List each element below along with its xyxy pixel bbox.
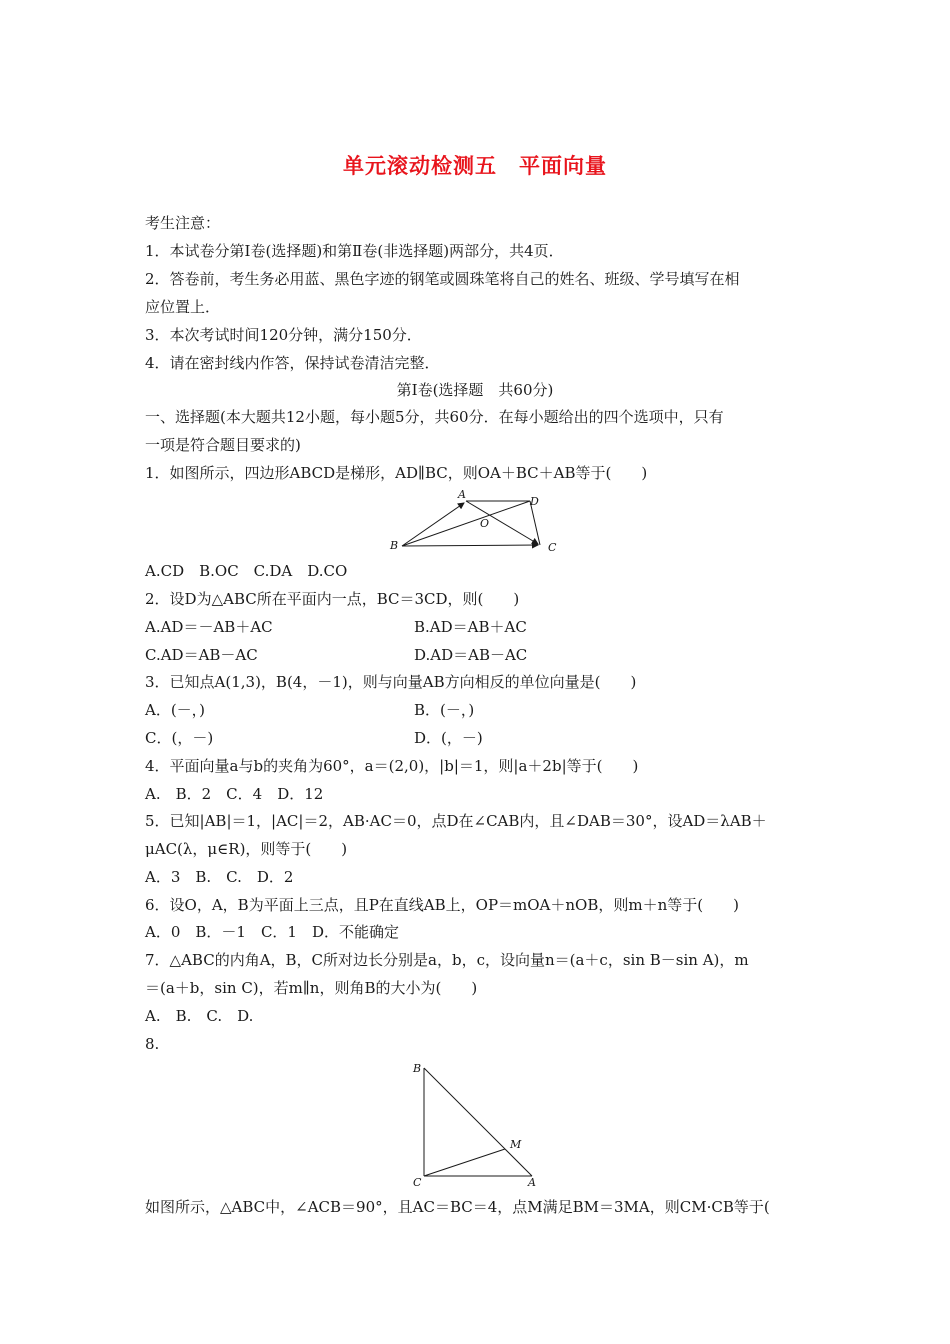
q1-options: A.CD B.OC C.DA D.CO bbox=[145, 562, 348, 580]
q4-stem: 4．平面向量a与b的夹角为60°，a＝(2,0)，|b|＝1，则|a＋2b|等于( ) bbox=[145, 757, 639, 775]
section-intro-2: 一项是符合题目要求的) bbox=[145, 436, 301, 454]
vector-ao bbox=[466, 501, 538, 544]
q7-stem-1: 7．△ABC的内角A，B，C所对边长分别是a，b，c，设向量n＝(a＋c，sin B－sin A)，m bbox=[145, 951, 749, 969]
q3-stem: 3．已知点A(1,3)，B(4，－1)，则与向量AB方向相反的单位向量是( ) bbox=[145, 673, 637, 691]
segment-cm bbox=[424, 1149, 505, 1176]
notice-item-2-cont: 应位置上． bbox=[145, 298, 221, 316]
q8-stem: 如图所示，△ABC中，∠ACB＝90°，且AC＝BC＝4，点M满足BM＝3MA，则CM·CB等于( bbox=[145, 1198, 770, 1216]
q5-stem-1: 5．已知|AB|＝1，|AC|＝2，AB·AC＝0，点D在∠CAB内，且∠DAB＝30°，设AD＝λAB＋ bbox=[145, 812, 767, 830]
notice-item-3: 3．本次考试时间120分钟，满分150分． bbox=[145, 326, 422, 344]
notice-heading: 考生注意： bbox=[145, 214, 221, 232]
notice-item-2: 2．答卷前，考生务必用蓝、黑色字迹的钢笔或圆珠笔将自己的姓名、班级、学号填写在相 bbox=[145, 270, 740, 288]
section-intro-1: 一、选择题(本大题共12小题，每小题5分，共60分．在每小题给出的四个选项中，只有 bbox=[145, 408, 724, 426]
q2-option-b: B.AD＝AB＋AC bbox=[414, 618, 527, 636]
page-title: 单元滚动检测五 平面向量 bbox=[343, 154, 607, 178]
diagonal-bd bbox=[402, 501, 530, 546]
notice-item-4: 4．请在密封线内作答，保持试卷清洁完整． bbox=[145, 354, 440, 372]
label-a: A bbox=[528, 1176, 536, 1189]
q5-options: A．3 B. C. D．2 bbox=[145, 868, 294, 886]
label-c: C bbox=[548, 541, 557, 554]
section-title: 第Ⅰ卷(选择题 共60分) bbox=[396, 381, 554, 399]
q2-option-c: C.AD＝AB－AC bbox=[145, 646, 258, 664]
label-b: B bbox=[413, 1062, 422, 1075]
side-ba bbox=[424, 1068, 532, 1176]
label-o: O bbox=[480, 517, 490, 530]
q2-option-d: D.AD＝AB－AC bbox=[414, 646, 528, 664]
q4-options: A. B．2 C．4 D．12 bbox=[145, 785, 324, 803]
q8-triangle-figure bbox=[400, 1058, 560, 1190]
vector-bc bbox=[402, 545, 538, 546]
notice-item-1: 1．本试卷分第Ⅰ卷(选择题)和第Ⅱ卷(非选择题)两部分，共4页． bbox=[145, 242, 564, 260]
q2-stem: 2．设D为△ABC所在平面内一点，BC＝3CD，则( ) bbox=[145, 590, 520, 608]
q7-stem-2: ＝(a＋b，sin C)，若m∥n，则角B的大小为( ) bbox=[145, 979, 478, 997]
q3-option-b: B．(－，) bbox=[414, 701, 475, 719]
q3-option-d: D．(，－) bbox=[414, 729, 483, 747]
label-d: D bbox=[530, 495, 539, 508]
q1-stem: 1．如图所示，四边形ABCD是梯形，AD∥BC，则OA＋BC＋AB等于( ) bbox=[145, 464, 648, 482]
q8-number: 8. bbox=[145, 1035, 160, 1053]
label-m: M bbox=[510, 1138, 522, 1151]
label-b: B bbox=[390, 539, 399, 552]
q6-stem: 6．设O，A，B为平面上三点，且P在直线AB上，OP＝mOA＋nOB，则m＋n等于( ) bbox=[145, 896, 739, 914]
q1-trapezoid-figure bbox=[380, 485, 580, 560]
q3-option-c: C．(，－) bbox=[145, 729, 214, 747]
q7-options: A. B. C. D. bbox=[145, 1007, 254, 1025]
vector-ba bbox=[402, 503, 464, 546]
q3-option-a: A．(－，) bbox=[145, 701, 206, 719]
q6-options: A．0 B．－1 C．1 D．不能确定 bbox=[145, 923, 399, 941]
q5-stem-2: μAC(λ，μ∈R)，则等于( ) bbox=[145, 840, 348, 858]
label-a: A bbox=[458, 488, 466, 501]
q2-option-a: A.AD＝－AB＋AC bbox=[145, 618, 273, 636]
label-c: C bbox=[413, 1176, 422, 1189]
